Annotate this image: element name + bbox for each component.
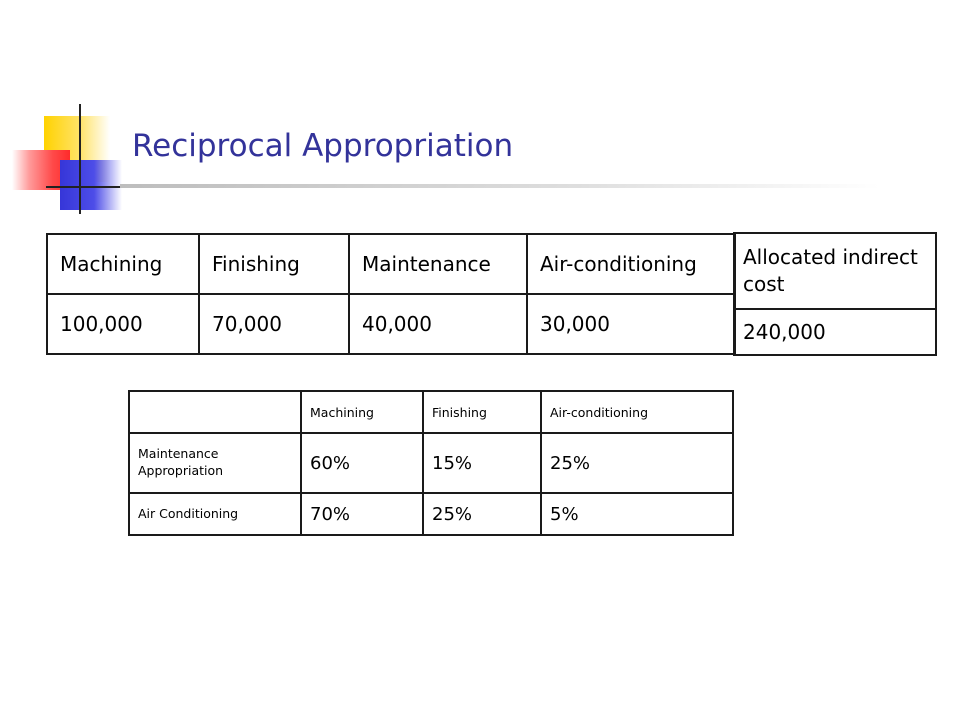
header-cell-air-conditioning: Air-conditioning [527, 234, 735, 294]
table-header-row [734, 233, 936, 309]
corner-cell [129, 391, 301, 433]
table-row [47, 294, 735, 354]
allocated-header-cell: Allocated indirect cost [734, 233, 936, 309]
row-label-maintenance: Maintenance Appropriation [129, 433, 301, 493]
pct-cell: 25% [541, 433, 733, 493]
value-cell-air-conditioning: 30,000 [527, 294, 735, 354]
table-header-row [129, 391, 733, 433]
value-cell-maintenance: 40,000 [349, 294, 527, 354]
header-cell-finishing: Finishing [199, 234, 349, 294]
pct-cell: 15% [423, 433, 541, 493]
appropriation-table [128, 390, 734, 536]
horizontal-line-decoration [46, 186, 122, 188]
header-cell-machining: Machining [47, 234, 199, 294]
table-row [129, 433, 733, 493]
row-label-air-conditioning: Air Conditioning [129, 493, 301, 535]
vertical-line-decoration [79, 104, 81, 214]
header-cell-finishing: Finishing [423, 391, 541, 433]
pct-cell: 60% [301, 433, 423, 493]
pct-cell: 70% [301, 493, 423, 535]
title-decoration [0, 0, 140, 230]
header-cell-machining: Machining [301, 391, 423, 433]
slide-title: Reciprocal Appropriation [132, 128, 514, 164]
value-cell-finishing: 70,000 [199, 294, 349, 354]
header-cell-maintenance: Maintenance [349, 234, 527, 294]
header-cell-air-conditioning: Air-conditioning [541, 391, 733, 433]
indirect-cost-table [46, 233, 736, 355]
pct-cell: 5% [541, 493, 733, 535]
allocated-cost-table [733, 232, 937, 356]
table-row [734, 309, 936, 355]
blue-square-decoration [60, 160, 122, 210]
table-row [129, 493, 733, 535]
title-underline [120, 184, 880, 188]
allocated-value-cell: 240,000 [734, 309, 936, 355]
value-cell-machining: 100,000 [47, 294, 199, 354]
table-header-row [47, 234, 735, 294]
pct-cell: 25% [423, 493, 541, 535]
